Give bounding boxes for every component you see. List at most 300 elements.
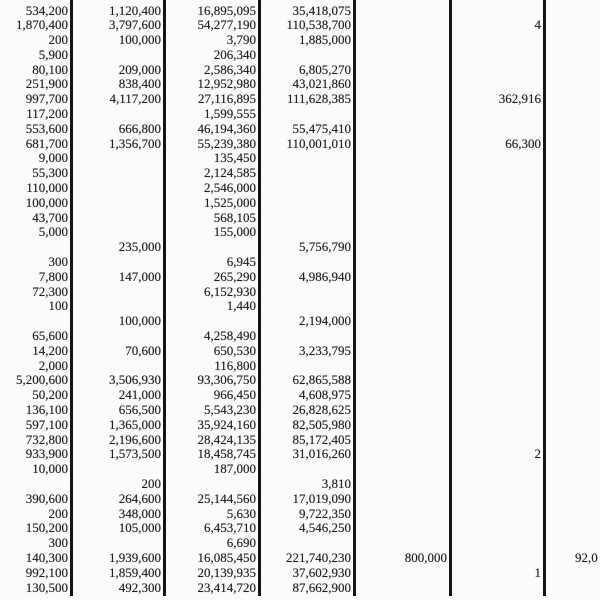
table-cell: 16,085,450	[197, 549, 256, 565]
table-cell	[354, 63, 450, 78]
table-cell	[354, 566, 450, 581]
table-cell: 155,000	[213, 224, 256, 240]
table-cell	[450, 344, 544, 359]
table-cell: 4,117,200	[109, 91, 161, 107]
table-row	[0, 418, 600, 433]
table-cell	[259, 151, 354, 166]
table-cell: 666,800	[118, 120, 161, 136]
table-cell	[354, 581, 450, 596]
ledger-table	[0, 4, 600, 596]
table-cell: 251,900	[25, 76, 68, 92]
table-cell	[354, 477, 450, 492]
table-cell: 568,105	[213, 209, 256, 225]
table-cell: 28,424,135	[197, 431, 256, 447]
table-cell: 55,300	[32, 165, 68, 181]
table-cell	[450, 225, 544, 240]
table-cell: 72,300	[32, 283, 68, 299]
table-cell: 553,600	[25, 120, 68, 136]
table-cell	[259, 462, 354, 477]
table-cell: 4	[534, 17, 541, 33]
table-cell: 3,790	[226, 32, 256, 48]
table-cell: 93,306,750	[197, 372, 256, 388]
table-row	[0, 433, 600, 448]
table-cell	[259, 299, 354, 314]
table-cell: 4,546,250	[299, 520, 351, 536]
table-cell: 1,356,700	[109, 135, 161, 151]
table-cell: 5,900	[38, 46, 68, 62]
table-cell	[164, 477, 259, 492]
table-cell: 200	[141, 476, 161, 491]
table-cell: 37,602,930	[292, 564, 351, 580]
table-row	[0, 314, 600, 329]
table-cell: 933,900	[25, 446, 68, 462]
table-cell: 100,000	[118, 313, 161, 329]
table-cell	[544, 181, 600, 196]
table-cell	[544, 447, 600, 462]
table-cell	[354, 33, 450, 48]
table-cell: 3,810	[321, 476, 351, 491]
table-cell: 6,690	[226, 535, 256, 551]
table-cell: 650,530	[213, 342, 256, 358]
table-cell	[259, 107, 354, 122]
table-cell: 85,172,405	[292, 431, 351, 447]
table-cell: 35,924,160	[197, 416, 256, 432]
table-row	[0, 285, 600, 300]
table-cell	[354, 211, 450, 226]
table-row	[0, 63, 600, 78]
table-cell: 732,800	[25, 431, 68, 447]
table-cell	[71, 359, 164, 374]
table-cell: 992,100	[25, 564, 68, 580]
table-cell	[544, 240, 600, 255]
table-cell	[544, 166, 600, 181]
table-row	[0, 77, 600, 92]
table-cell	[259, 48, 354, 63]
table-cell	[0, 240, 71, 255]
table-cell: 1,365,000	[109, 416, 161, 432]
table-cell	[450, 462, 544, 477]
table-cell: 136,100	[25, 402, 68, 418]
table-cell: 70,600	[125, 342, 161, 358]
table-cell	[450, 403, 544, 418]
table-cell	[544, 225, 600, 240]
table-cell: 1,870,400	[16, 17, 68, 33]
table-row	[0, 240, 600, 255]
table-cell	[450, 4, 544, 19]
table-cell: 6,453,710	[204, 520, 256, 536]
table-cell	[354, 151, 450, 166]
table-cell	[544, 285, 600, 300]
column-divider-4	[353, 0, 356, 596]
table-cell: 10,000	[32, 461, 68, 477]
table-cell	[354, 18, 450, 33]
table-cell	[544, 48, 600, 63]
table-cell: 23,414,720	[197, 579, 256, 595]
table-cell: 265,290	[213, 268, 256, 284]
table-row	[0, 388, 600, 403]
table-cell: 105,000	[118, 520, 161, 536]
table-cell	[450, 270, 544, 285]
table-cell	[259, 359, 354, 374]
table-cell: 55,239,380	[197, 135, 256, 151]
table-cell: 1,939,600	[109, 549, 161, 565]
table-cell: 116,800	[214, 357, 256, 373]
table-cell	[259, 225, 354, 240]
table-cell: 235,000	[118, 239, 161, 255]
table-cell: 1	[534, 564, 541, 580]
table-cell	[544, 4, 600, 19]
table-row	[0, 373, 600, 388]
table-cell	[450, 373, 544, 388]
table-cell	[354, 507, 450, 522]
table-cell: 140,300	[25, 549, 68, 565]
table-cell	[450, 507, 544, 522]
table-cell	[354, 196, 450, 211]
table-cell	[544, 373, 600, 388]
table-cell: 2,586,340	[204, 61, 256, 77]
table-row	[0, 18, 600, 33]
table-cell: 82,505,980	[292, 416, 351, 432]
table-row	[0, 551, 600, 566]
table-cell: 147,000	[118, 268, 161, 284]
table-cell: 25,144,560	[197, 490, 256, 506]
table-cell	[450, 122, 544, 137]
table-row	[0, 166, 600, 181]
table-cell	[544, 403, 600, 418]
table-cell	[259, 285, 354, 300]
table-cell: 1,573,500	[109, 446, 161, 462]
table-row	[0, 492, 600, 507]
table-cell	[450, 314, 544, 329]
table-cell	[450, 181, 544, 196]
table-cell	[259, 196, 354, 211]
table-cell: 4,258,490	[204, 328, 256, 344]
table-cell: 18,458,745	[197, 446, 256, 462]
table-cell: 2,194,000	[299, 313, 351, 329]
table-cell: 3,797,600	[109, 17, 161, 33]
table-cell	[259, 211, 354, 226]
table-cell: 800,000	[404, 549, 447, 565]
table-cell	[450, 492, 544, 507]
column-divider-5	[449, 0, 452, 596]
table-cell	[259, 166, 354, 181]
table-cell	[354, 492, 450, 507]
table-cell	[354, 77, 450, 92]
table-cell: 2,196,600	[109, 431, 161, 447]
table-cell	[544, 122, 600, 137]
table-cell: 206,340	[213, 46, 256, 62]
ledger-table-body	[0, 4, 600, 596]
table-cell: 838,400	[118, 76, 161, 92]
table-row	[0, 211, 600, 226]
table-cell: 300	[48, 535, 68, 551]
table-cell: 390,600	[25, 490, 68, 506]
table-cell: 534,200	[25, 2, 68, 18]
table-cell: 35,418,075	[292, 2, 351, 18]
table-cell	[354, 181, 450, 196]
table-cell	[354, 166, 450, 181]
table-cell	[450, 521, 544, 536]
table-cell	[71, 181, 164, 196]
table-cell: 2,000	[38, 357, 68, 373]
table-cell	[71, 285, 164, 300]
table-cell	[71, 536, 164, 551]
table-cell	[354, 403, 450, 418]
table-cell: 997,700	[25, 91, 68, 107]
table-cell: 7,800	[38, 268, 68, 284]
table-cell	[450, 77, 544, 92]
table-cell	[450, 359, 544, 374]
table-cell	[71, 151, 164, 166]
table-cell	[450, 477, 544, 492]
table-cell	[354, 4, 450, 19]
table-cell: 1,599,555	[204, 106, 256, 122]
table-cell: 87,662,900	[292, 579, 351, 595]
table-cell: 221,740,230	[286, 549, 351, 565]
table-cell	[71, 299, 164, 314]
table-cell	[450, 581, 544, 596]
table-cell: 130,500	[25, 579, 68, 595]
table-row	[0, 462, 600, 477]
table-cell	[544, 507, 600, 522]
table-cell	[354, 433, 450, 448]
table-cell	[354, 285, 450, 300]
table-cell	[544, 255, 600, 270]
table-cell: 31,016,260	[292, 446, 351, 462]
table-cell	[544, 211, 600, 226]
table-cell	[354, 344, 450, 359]
table-cell: 43,021,860	[292, 76, 351, 92]
table-cell: 117,200	[26, 106, 68, 122]
table-cell: 54,277,190	[197, 17, 256, 33]
table-row	[0, 255, 600, 270]
table-cell	[544, 107, 600, 122]
table-row	[0, 536, 600, 551]
table-cell: 5,543,230	[204, 402, 256, 418]
table-row	[0, 196, 600, 211]
table-cell: 362,916	[498, 91, 541, 107]
table-row	[0, 270, 600, 285]
table-cell	[259, 329, 354, 344]
table-cell	[544, 151, 600, 166]
table-cell	[354, 122, 450, 137]
table-cell: 1,885,000	[299, 32, 351, 48]
table-cell	[354, 329, 450, 344]
table-cell	[544, 77, 600, 92]
table-row	[0, 521, 600, 536]
table-cell	[71, 329, 164, 344]
table-cell	[71, 462, 164, 477]
table-cell	[354, 359, 450, 374]
table-cell	[450, 418, 544, 433]
column-divider-2	[163, 0, 166, 596]
table-cell	[354, 536, 450, 551]
table-cell: 16,895,095	[197, 2, 256, 18]
table-cell: 4,608,975	[299, 387, 351, 403]
table-cell	[354, 255, 450, 270]
table-cell	[544, 344, 600, 359]
table-cell: 4,986,940	[299, 268, 351, 284]
table-cell	[164, 314, 259, 329]
table-cell	[0, 477, 71, 492]
table-cell: 6,805,270	[299, 61, 351, 77]
table-cell	[354, 462, 450, 477]
table-cell	[164, 240, 259, 255]
table-cell	[544, 462, 600, 477]
table-cell: 681,700	[25, 135, 68, 151]
table-row	[0, 181, 600, 196]
column-divider-1	[70, 0, 73, 596]
table-cell	[544, 137, 600, 152]
table-cell	[544, 581, 600, 596]
table-cell	[354, 92, 450, 107]
table-cell: 348,000	[118, 505, 161, 521]
table-cell: 65,600	[32, 328, 68, 344]
table-cell	[544, 314, 600, 329]
table-cell	[354, 521, 450, 536]
table-cell	[544, 33, 600, 48]
table-cell: 300	[48, 254, 68, 270]
table-cell	[259, 536, 354, 551]
table-cell	[71, 211, 164, 226]
table-cell: 1,440	[226, 298, 256, 314]
table-cell: 135,450	[213, 150, 256, 166]
table-cell	[450, 329, 544, 344]
table-cell: 209,000	[118, 61, 161, 77]
table-cell: 264,600	[118, 490, 161, 506]
table-cell: 20,139,935	[197, 564, 256, 580]
table-cell	[354, 314, 450, 329]
table-cell	[544, 92, 600, 107]
table-cell	[450, 299, 544, 314]
table-cell: 66,300	[505, 135, 541, 151]
table-cell: 110,000	[26, 180, 68, 196]
table-cell	[354, 373, 450, 388]
table-cell	[450, 48, 544, 63]
table-cell	[544, 18, 600, 33]
table-cell: 12,952,980	[197, 76, 256, 92]
table-cell: 92,0	[575, 549, 598, 565]
table-cell: 1,525,000	[204, 194, 256, 210]
table-cell: 2,124,585	[204, 165, 256, 181]
table-row	[0, 507, 600, 522]
table-cell: 656,500	[118, 402, 161, 418]
table-cell: 111,628,385	[286, 91, 351, 107]
table-cell	[354, 240, 450, 255]
table-cell	[544, 418, 600, 433]
table-cell: 492,300	[118, 579, 161, 595]
table-cell: 2	[534, 446, 541, 462]
table-cell	[71, 255, 164, 270]
table-cell: 80,100	[32, 61, 68, 77]
table-row	[0, 92, 600, 107]
table-cell	[259, 181, 354, 196]
table-cell	[354, 107, 450, 122]
table-cell	[450, 551, 544, 566]
table-cell	[544, 270, 600, 285]
table-row	[0, 403, 600, 418]
table-cell: 241,000	[118, 387, 161, 403]
table-cell: 1,859,400	[109, 564, 161, 580]
table-cell	[450, 151, 544, 166]
table-cell: 100,000	[25, 194, 68, 210]
table-cell	[71, 48, 164, 63]
table-cell	[450, 211, 544, 226]
table-row	[0, 477, 600, 492]
table-cell	[544, 521, 600, 536]
table-cell: 100	[48, 298, 68, 314]
table-cell	[450, 433, 544, 448]
table-cell	[450, 63, 544, 78]
table-cell	[544, 388, 600, 403]
table-cell: 17,019,090	[292, 490, 351, 506]
table-cell	[450, 255, 544, 270]
table-row	[0, 359, 600, 374]
table-cell: 966,450	[213, 387, 256, 403]
table-cell	[71, 196, 164, 211]
table-row	[0, 329, 600, 344]
table-cell	[259, 255, 354, 270]
table-row	[0, 225, 600, 240]
table-cell	[354, 270, 450, 285]
table-cell: 150,200	[25, 520, 68, 536]
table-row	[0, 447, 600, 462]
table-cell	[71, 107, 164, 122]
table-cell	[544, 359, 600, 374]
table-cell	[450, 285, 544, 300]
table-cell: 2,546,000	[204, 180, 256, 196]
table-cell	[544, 492, 600, 507]
column-divider-3	[258, 0, 261, 596]
table-cell	[354, 137, 450, 152]
table-cell: 9,000	[38, 150, 68, 166]
table-cell	[354, 299, 450, 314]
table-cell: 9,722,350	[299, 505, 351, 521]
table-cell: 100,000	[118, 32, 161, 48]
table-cell: 50,200	[32, 387, 68, 403]
table-cell: 597,100	[25, 416, 68, 432]
table-cell	[450, 107, 544, 122]
table-row	[0, 33, 600, 48]
table-cell	[544, 196, 600, 211]
table-cell: 3,506,930	[109, 372, 161, 388]
table-cell	[544, 477, 600, 492]
table-cell: 200	[48, 32, 68, 48]
table-cell	[354, 48, 450, 63]
table-cell: 6,152,930	[204, 283, 256, 299]
table-cell: 55,475,410	[292, 120, 351, 136]
table-cell	[450, 33, 544, 48]
table-cell	[354, 388, 450, 403]
table-cell: 5,756,790	[299, 239, 351, 255]
table-cell	[450, 388, 544, 403]
table-row	[0, 122, 600, 137]
table-cell: 6,945	[226, 254, 256, 270]
table-cell: 200	[48, 505, 68, 521]
table-cell	[354, 225, 450, 240]
table-cell: 26,828,625	[292, 402, 351, 418]
table-cell	[544, 299, 600, 314]
table-row	[0, 107, 600, 122]
table-cell	[354, 418, 450, 433]
table-cell	[544, 63, 600, 78]
table-cell	[354, 447, 450, 462]
table-cell: 110,538,700	[286, 17, 351, 33]
table-row	[0, 137, 600, 152]
table-cell: 187,000	[213, 461, 256, 477]
column-divider-6	[543, 0, 546, 596]
table-cell	[71, 225, 164, 240]
